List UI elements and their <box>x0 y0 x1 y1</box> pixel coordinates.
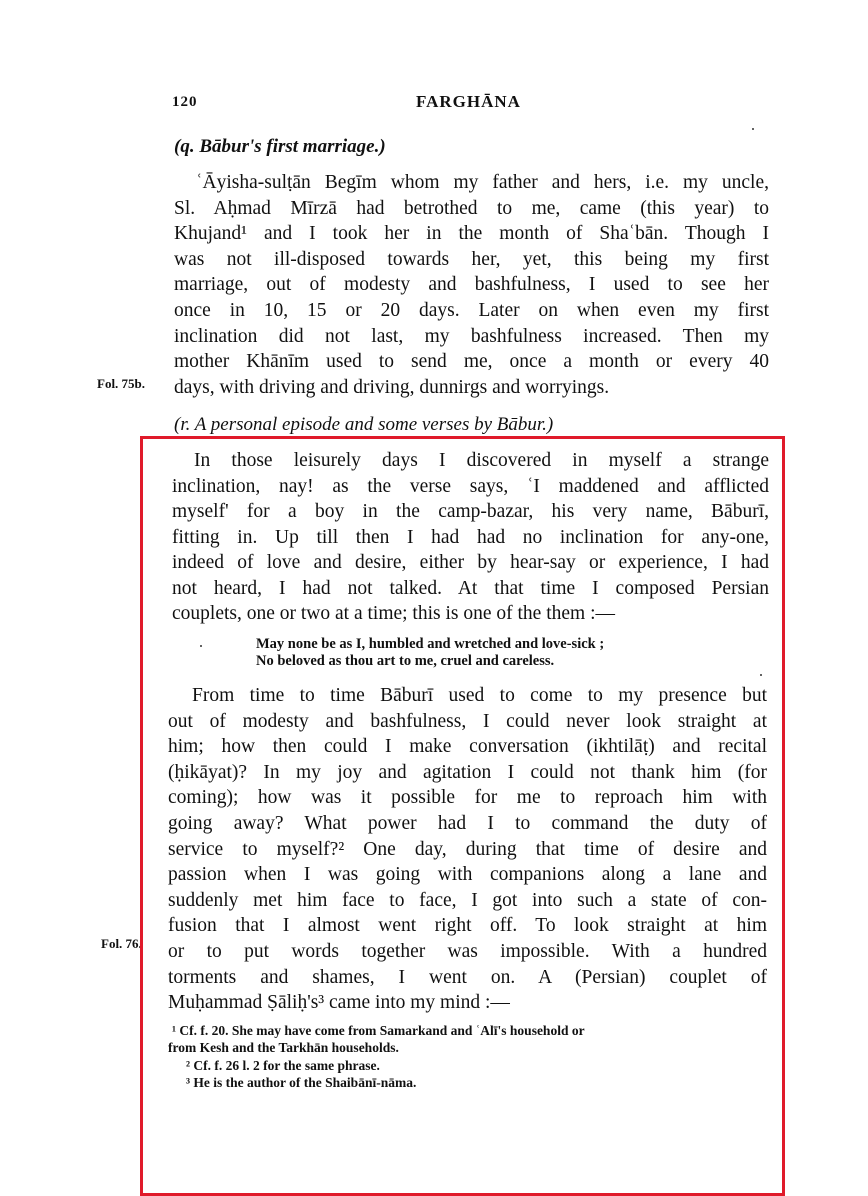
footnote: ² Cf. f. 26 l. 2 for the same phrase. <box>186 1058 380 1073</box>
folio-margin-note-2: Fol. 76. <box>101 936 142 951</box>
text-line: couplets, one or two at a time; this is one of the them :— <box>172 603 615 624</box>
text-line: service to myself?² One day, during that time of desire and <box>168 838 767 860</box>
text-line: going away? What power had I to command the duty of <box>168 813 767 834</box>
footnote: ¹ Cf. f. 20. She may have come from Samarkand and ʿAlī's household or <box>172 1023 585 1038</box>
text-line: passion when I was going with companions along a lane and <box>168 864 767 886</box>
text-line: torments and shames, I went on. A (Persian) couplet of <box>168 966 767 988</box>
highlight-box <box>140 436 785 1196</box>
text-line: out of modesty and bashfulness, I could never look straight at <box>168 710 767 732</box>
page-number: 120 <box>172 94 198 110</box>
text-line: once in 10, 15 or 20 days. Later on when even my first <box>174 300 769 321</box>
text-line: marriage, out of modesty and bashfulness, I used to see her <box>174 274 769 296</box>
folio-margin-note: Fol. 75b. <box>97 376 146 391</box>
text-line: him; how then could I make conversation (ikhtilāṭ) and recital <box>168 736 767 758</box>
text-line: Muḥammad Ṣāliḥ's³ came into my mind :— <box>168 992 510 1014</box>
print-speck <box>752 128 754 130</box>
verse-line: No beloved as thou art to me, cruel and careless. <box>256 653 555 669</box>
section-heading-q: (q. Bābur's first marriage.) <box>174 136 386 157</box>
text-line: ʿĀyisha-sulṭān Begīm whom my father and hers, i.e. my uncle, <box>196 172 769 193</box>
text-line: not heard, I had not talked. At that time I composed Persian <box>172 577 769 599</box>
text-line: coming); how was it possible for me to reproach him with <box>168 787 767 809</box>
section-heading-r: (r. A personal episode and some verses by Bābur.) <box>174 414 554 435</box>
text-line: mother Khānīm used to send me, once a month or every 40 <box>174 351 769 373</box>
text-line: (ḥikāyat)? In my joy and agitation I could not thank him (for <box>168 761 767 783</box>
footnote: ³ He is the author of the Shaibānī-nāma. <box>186 1075 417 1090</box>
text-line: In those leisurely days I discovered in myself a strange <box>194 450 769 471</box>
text-line: or to put words together was impossible. With a hundred <box>168 941 767 962</box>
verse-line: May none be as I, humbled and wretched and love-sick ; <box>256 636 605 652</box>
print-speck <box>760 674 762 676</box>
text-line: suddenly met him face to face, I got into such a state of con- <box>168 889 767 911</box>
text-line: myself' for a boy in the camp-bazar, his very name, Bāburī, <box>172 501 769 522</box>
text-line: indeed of love and desire, either by hear-say or experience, I had <box>172 552 769 573</box>
text-line: Khujand¹ and I took her in the month of Shaʿbān. Though I <box>174 223 769 245</box>
text-line: days, with driving and driving, dunnirgs and worryings. <box>174 376 610 398</box>
text-line: inclination, nay! as the verse says, ʿI maddened and afflicted <box>172 475 769 497</box>
text-line: was not ill-disposed towards her, yet, this being my first <box>174 248 769 270</box>
footnote: from Kesh and the Tarkhān households. <box>168 1040 399 1055</box>
print-speck <box>200 645 202 647</box>
text-line: inclination did not last, my bashfulness increased. Then my <box>174 325 769 347</box>
text-line: From time to time Bāburī used to come to my presence but <box>192 685 767 706</box>
text-line: fitting in. Up till then I had had no inclination for any-one, <box>172 526 769 548</box>
running-head: FARGHĀNA <box>416 92 521 111</box>
text-line: fusion that I almost went right off. To look straight at him <box>168 915 767 937</box>
text-line: Sl. Aḥmad Mīrzā had betrothed to me, came (this year) to <box>174 197 769 219</box>
